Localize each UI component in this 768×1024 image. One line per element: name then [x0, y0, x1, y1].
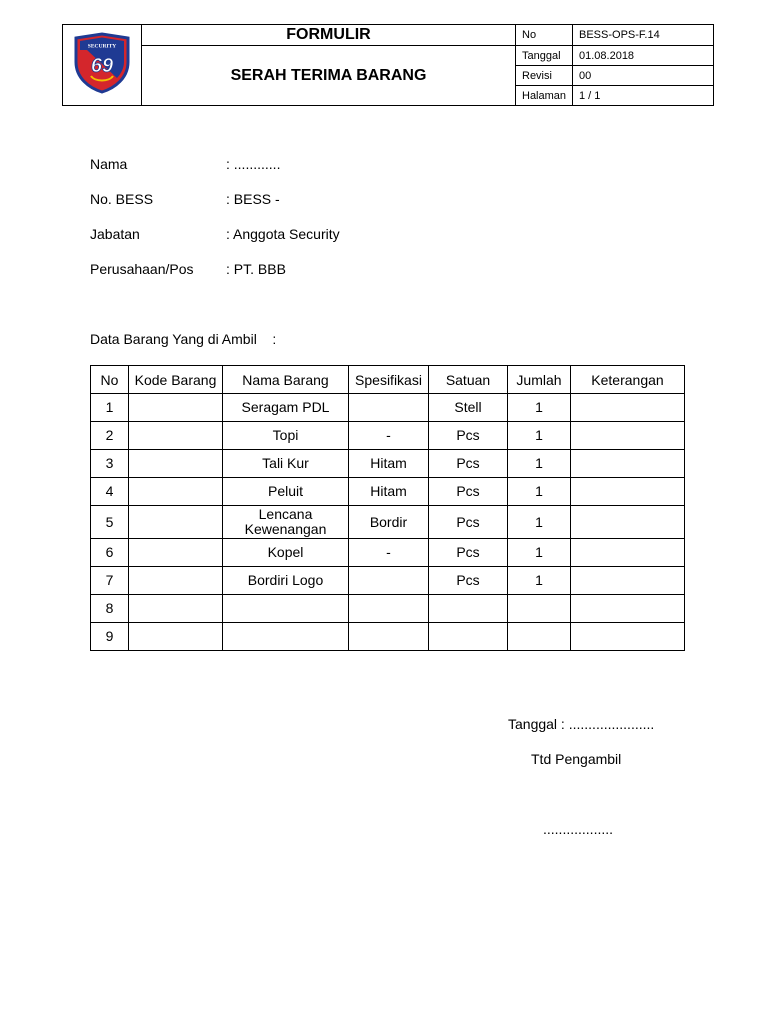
logo-badge-text: SECURITY [87, 43, 117, 49]
cell-satuan [429, 595, 508, 623]
cell-kode [129, 539, 223, 567]
cell-keterangan [571, 595, 685, 623]
cell-satuan [429, 623, 508, 651]
form-title: FORMULIR [142, 25, 516, 46]
cell-jumlah [508, 623, 571, 651]
cell-nama: Lencana Kewenangan [223, 506, 349, 539]
cell-no: 8 [91, 595, 129, 623]
field-label-nama: Nama [90, 156, 128, 172]
field-value-nama: : ............ [226, 156, 281, 172]
cell-satuan: Pcs [429, 567, 508, 595]
cell-jumlah: 1 [508, 506, 571, 539]
cell-satuan: Stell [429, 394, 508, 422]
cell-no: 1 [91, 394, 129, 422]
meta-value-tanggal: 01.08.2018 [573, 46, 714, 66]
logo-number: 69 [90, 54, 114, 77]
col-header-jumlah: Jumlah [508, 366, 571, 394]
cell-kode [129, 450, 223, 478]
cell-satuan: Pcs [429, 478, 508, 506]
meta-label-tanggal: Tanggal [516, 46, 573, 66]
cell-nama: Bordiri Logo [223, 567, 349, 595]
meta-value-halaman: 1 / 1 [573, 86, 714, 106]
cell-satuan: Pcs [429, 422, 508, 450]
col-header-no: No [91, 366, 129, 394]
table-row [91, 394, 685, 422]
cell-spesifikasi: Bordir [349, 506, 429, 539]
cell-keterangan [571, 422, 685, 450]
cell-jumlah: 1 [508, 422, 571, 450]
cell-jumlah: 1 [508, 394, 571, 422]
table-row [91, 506, 685, 539]
cell-spesifikasi [349, 623, 429, 651]
field-value-jabatan: : Anggota Security [226, 226, 340, 242]
cell-jumlah: 1 [508, 478, 571, 506]
cell-jumlah: 1 [508, 567, 571, 595]
cell-keterangan [571, 567, 685, 595]
cell-satuan: Pcs [429, 450, 508, 478]
meta-value-no: BESS-OPS-F.14 [573, 25, 714, 46]
meta-label-no: No [516, 25, 573, 46]
cell-spesifikasi: Hitam [349, 450, 429, 478]
cell-no: 4 [91, 478, 129, 506]
meta-value-revisi: 00 [573, 66, 714, 86]
cell-kode [129, 595, 223, 623]
cell-kode [129, 506, 223, 539]
cell-no: 7 [91, 567, 129, 595]
cell-kode [129, 567, 223, 595]
cell-nama: Kopel [223, 539, 349, 567]
table-row [91, 478, 685, 506]
cell-keterangan [571, 478, 685, 506]
meta-label-halaman: Halaman [516, 86, 573, 106]
cell-no: 6 [91, 539, 129, 567]
cell-kode [129, 422, 223, 450]
field-value-no-bess: : BESS - [226, 191, 280, 207]
cell-keterangan [571, 394, 685, 422]
cell-nama: Peluit [223, 478, 349, 506]
cell-kode [129, 478, 223, 506]
cell-nama [223, 623, 349, 651]
security-shield-logo [73, 32, 131, 94]
cell-spesifikasi: Hitam [349, 478, 429, 506]
field-label-jabatan: Jabatan [90, 226, 140, 242]
table-row [91, 450, 685, 478]
cell-keterangan [571, 623, 685, 651]
table-header-row [91, 366, 685, 394]
table-row [91, 623, 685, 651]
cell-keterangan [571, 539, 685, 567]
col-header-satuan: Satuan [429, 366, 508, 394]
meta-label-revisi: Revisi [516, 66, 573, 86]
logo-cell [63, 25, 142, 106]
cell-jumlah [508, 595, 571, 623]
signature-role: Ttd Pengambil [531, 751, 622, 767]
cell-spesifikasi [349, 595, 429, 623]
table-row [91, 422, 685, 450]
field-label-perusahaan: Perusahaan/Pos [90, 261, 194, 277]
cell-no: 2 [91, 422, 129, 450]
cell-spesifikasi: - [349, 422, 429, 450]
field-label-no-bess: No. BESS [90, 191, 154, 207]
cell-satuan: Pcs [429, 539, 508, 567]
cell-spesifikasi: - [349, 539, 429, 567]
cell-jumlah: 1 [508, 539, 571, 567]
cell-kode [129, 394, 223, 422]
form-header [62, 24, 714, 106]
cell-keterangan [571, 506, 685, 539]
cell-no: 9 [91, 623, 129, 651]
col-header-nama: Nama Barang [223, 366, 349, 394]
cell-no: 5 [91, 506, 129, 539]
signature-date-line: Tanggal : ...................... [508, 716, 655, 732]
cell-satuan: Pcs [429, 506, 508, 539]
table-row [91, 595, 685, 623]
col-header-spesifikasi: Spesifikasi [349, 366, 429, 394]
form-subtitle: SERAH TERIMA BARANG [142, 46, 516, 106]
cell-kode [129, 623, 223, 651]
items-table [90, 365, 685, 651]
table-row [91, 539, 685, 567]
field-value-perusahaan: : PT. BBB [226, 261, 286, 277]
col-header-keterangan: Keterangan [571, 366, 685, 394]
cell-spesifikasi [349, 567, 429, 595]
cell-nama: Seragam PDL [223, 394, 349, 422]
cell-spesifikasi [349, 394, 429, 422]
signature-name-line: .................. [543, 821, 614, 837]
col-header-kode: Kode Barang [129, 366, 223, 394]
cell-jumlah: 1 [508, 450, 571, 478]
cell-nama [223, 595, 349, 623]
table-row [91, 567, 685, 595]
cell-nama: Topi [223, 422, 349, 450]
cell-no: 3 [91, 450, 129, 478]
section-label: Data Barang Yang di Ambil : [90, 331, 277, 347]
cell-nama: Tali Kur [223, 450, 349, 478]
cell-keterangan [571, 450, 685, 478]
